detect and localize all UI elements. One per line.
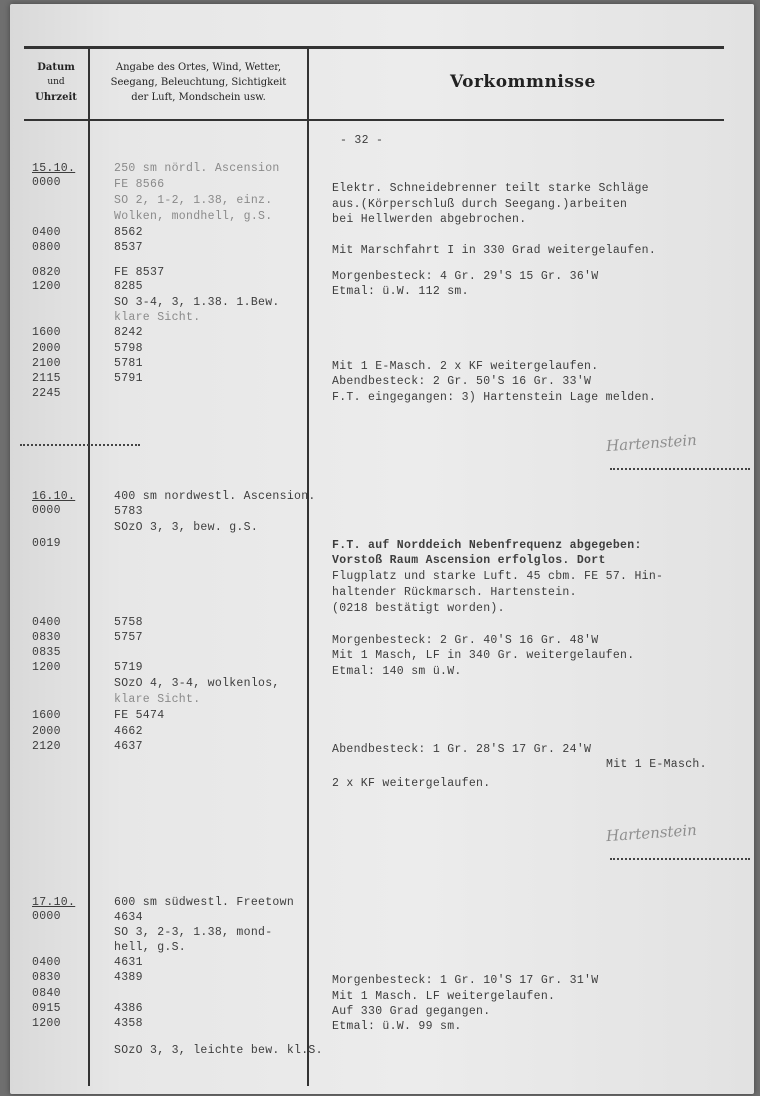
header-location-line2: Seegang, Beleuchtung, Sichtigkeit — [110, 77, 287, 88]
column-rule-location — [307, 46, 309, 1086]
time-cell: 0000 — [32, 176, 61, 189]
logbook-page — [10, 4, 754, 1094]
time-cell: 0800 — [32, 241, 61, 254]
location-cell: 5783 — [114, 505, 143, 518]
event-cell: 2 x KF weitergelaufen. — [332, 777, 491, 790]
location-cell: 4634 — [114, 911, 143, 924]
location-cell: FE 5474 — [114, 709, 165, 722]
event-cell: Morgenbesteck: 2 Gr. 40'S 16 Gr. 48'W — [332, 634, 599, 647]
event-cell: F.T. eingegangen: 3) Hartenstein Lage melden. — [332, 391, 657, 404]
time-cell: 0000 — [32, 910, 61, 923]
event-cell: Morgenbesteck: 4 Gr. 29'S 15 Gr. 36'W — [332, 270, 599, 283]
event-cell: Etmal: ü.W. 99 sm. — [332, 1020, 462, 1033]
time-cell: 0835 — [32, 646, 61, 659]
location-cell: 8285 — [114, 280, 143, 293]
section-divider — [610, 468, 750, 470]
header-date-label: Datum — [37, 62, 75, 73]
location-cell: 5719 — [114, 661, 143, 674]
location-cell: 4631 — [114, 956, 143, 969]
location-cell: FE 8537 — [114, 266, 165, 279]
event-cell: Flugplatz und starke Luft. 45 cbm. FE 57. Hin- — [332, 570, 664, 583]
time-cell: 2000 — [32, 725, 61, 738]
location-cell: SOzO 4, 3-4, wolkenlos, — [114, 677, 280, 690]
time-cell: 1600 — [32, 326, 61, 339]
time-cell: 1600 — [32, 709, 61, 722]
event-cell: F.T. auf Norddeich Nebenfrequenz abgegeben: — [332, 539, 642, 552]
event-cell: Morgenbesteck: 1 Gr. 10'S 17 Gr. 31'W — [332, 974, 599, 987]
location-cell: 600 sm südwestl. Freetown — [114, 896, 295, 909]
time-cell: 0400 — [32, 616, 61, 629]
location-cell: hell, g.S. — [114, 941, 187, 954]
location-cell: 5798 — [114, 342, 143, 355]
location-cell: 5757 — [114, 631, 143, 644]
time-cell: 2100 — [32, 357, 61, 370]
time-cell: 0019 — [32, 537, 61, 550]
location-cell: SO 3, 2-3, 1.38, mond- — [114, 926, 273, 939]
location-cell: 4389 — [114, 971, 143, 984]
location-cell: 4637 — [114, 740, 143, 753]
location-cell: 4358 — [114, 1017, 143, 1030]
location-cell: 8242 — [114, 326, 143, 339]
event-cell: Etmal: 140 sm ü.W. — [332, 665, 462, 678]
time-cell: 1200 — [32, 1017, 61, 1030]
event-cell: Abendbesteck: 2 Gr. 50'S 16 Gr. 33'W — [332, 375, 592, 388]
location-cell: 400 sm nordwestl. Ascension. — [114, 490, 316, 503]
event-cell: (0218 bestätigt worden). — [332, 602, 505, 615]
event-cell: Auf 330 Grad gegangen. — [332, 1005, 491, 1018]
location-cell: klare Sicht. — [114, 311, 201, 324]
section-divider — [20, 444, 140, 446]
header-bottom-rule — [24, 119, 724, 121]
location-cell: 8562 — [114, 226, 143, 239]
location-cell: SOzO 3, 3, bew. g.S. — [114, 521, 259, 534]
page-number: - 32 - — [340, 134, 384, 147]
time-cell: 0915 — [32, 1002, 61, 1015]
location-cell: SO 2, 1-2, 1.38, einz. — [114, 194, 273, 207]
event-cell: Elektr. Schneidebrenner teilt starke Schläge — [332, 182, 649, 195]
event-cell: Mit 1 E-Masch. — [606, 758, 707, 771]
event-cell: haltender Rückmarsch. Hartenstein. — [332, 586, 577, 599]
time-cell: 2115 — [32, 372, 61, 385]
time-cell: 2245 — [32, 387, 61, 400]
header-events-title: Vorkommnisse — [450, 72, 596, 92]
event-cell: Abendbesteck: 1 Gr. 28'S 17 Gr. 24'W — [332, 743, 592, 756]
location-cell: Wolken, mondhell, g.S. — [114, 210, 273, 223]
signature-text: Hartenstein — [605, 820, 698, 846]
event-cell: Mit Marschfahrt I in 330 Grad weitergelaufen. — [332, 244, 657, 257]
time-cell: 1200 — [32, 280, 61, 293]
location-cell: 8537 — [114, 241, 143, 254]
event-cell: Vorstoß Raum Ascension erfolglos. Dort — [332, 554, 606, 567]
location-cell: 4386 — [114, 1002, 143, 1015]
time-cell: 2120 — [32, 740, 61, 753]
time-cell: 1200 — [32, 661, 61, 674]
signature-text: Hartenstein — [605, 430, 698, 456]
signature — [605, 821, 697, 845]
event-cell: Mit 1 Masch, LF in 340 Gr. weitergelaufen. — [332, 649, 635, 662]
location-cell: klare Sicht. — [114, 693, 201, 706]
date-17-10: 17.10. — [32, 896, 76, 909]
time-cell: 0820 — [32, 266, 61, 279]
time-cell: 0840 — [32, 987, 61, 1000]
time-cell: 0000 — [32, 504, 61, 517]
event-cell: aus.(Körperschluß durch Seegang.)arbeiten — [332, 198, 628, 211]
date-16-10: 16.10. — [32, 490, 76, 503]
location-cell: FE 8566 — [114, 178, 165, 191]
date-15-10: 15.10. — [32, 162, 76, 175]
location-cell: 5781 — [114, 357, 143, 370]
location-cell: 5791 — [114, 372, 143, 385]
event-cell: Etmal: ü.W. 112 sm. — [332, 285, 469, 298]
event-cell: Mit 1 Masch. LF weitergelaufen. — [332, 990, 556, 1003]
section-divider — [610, 858, 750, 860]
time-cell: 0400 — [32, 956, 61, 969]
location-cell: 250 sm nördl. Ascension — [114, 162, 280, 175]
header-location-line3: der Luft, Mondschein usw. — [131, 92, 266, 103]
event-cell: Mit 1 E-Masch. 2 x KF weitergelaufen. — [332, 360, 599, 373]
header-time-label: Uhrzeit — [35, 92, 77, 103]
column-rule-date — [88, 46, 90, 1086]
location-cell: SOzO 3, 3, leichte bew. kl.S. — [114, 1044, 323, 1057]
header-date-column — [24, 60, 88, 105]
location-cell: 4662 — [114, 725, 143, 738]
time-cell: 0830 — [32, 971, 61, 984]
time-cell: 0830 — [32, 631, 61, 644]
time-cell: 0400 — [32, 226, 61, 239]
event-cell: bei Hellwerden abgebrochen. — [332, 213, 527, 226]
header-top-rule — [24, 46, 724, 49]
header-location-column — [90, 60, 307, 105]
location-cell: 5758 — [114, 616, 143, 629]
location-cell: SO 3-4, 3, 1.38. 1.Bew. — [114, 296, 280, 309]
header-location-line1: Angabe des Ortes, Wind, Wetter, — [115, 62, 282, 73]
signature — [605, 431, 697, 455]
time-cell: 2000 — [32, 342, 61, 355]
header-und-label: und — [47, 77, 65, 87]
